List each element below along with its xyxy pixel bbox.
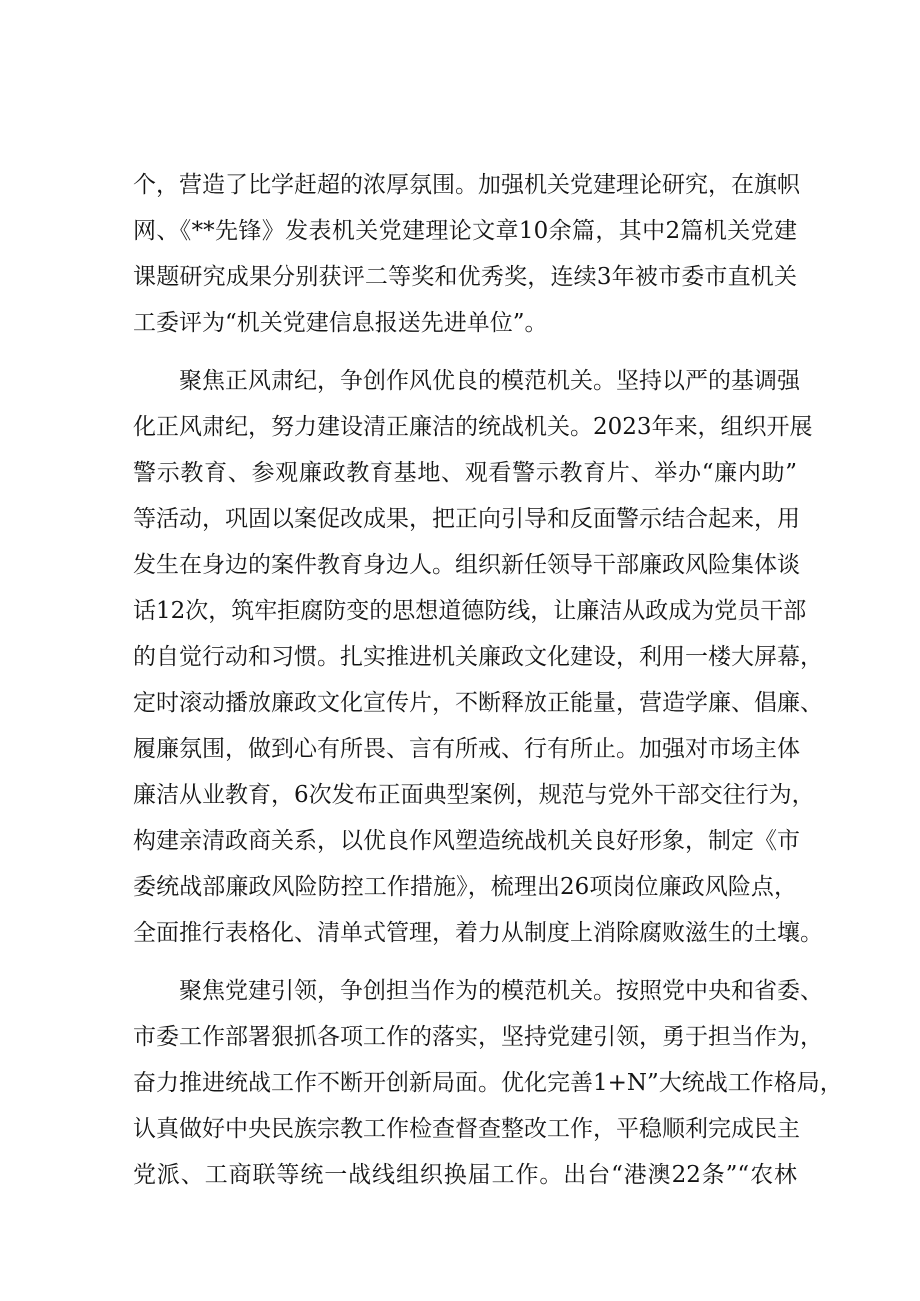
text-line: 话12次，筑牢拒腐防变的思想道德防线，让廉洁从政成为党员干部	[133, 598, 807, 624]
paragraph-spacer	[133, 956, 797, 968]
text-line: 发生在身边的案件教育身边人。组织新任领导干部廉政风险集体谈	[133, 552, 800, 578]
text-line: 聚焦党建引领，争创担当作为的模范机关。按照党中央和省委、	[179, 978, 823, 1004]
text-line: 定时滚动播放廉政文化宣传片，不断释放正能量，营造学廉、倡廉、	[133, 690, 823, 716]
text-line: 奋力推进统战工作不断开创新局面。优化完善1+N”大统战工作格局，	[133, 1070, 843, 1096]
body-text	[133, 162, 843, 1198]
text-line: 履廉氛围，做到心有所畏、言有所戒、行有所止。加强对市场主体	[133, 736, 800, 762]
text-line: 工委评为“机关党建信息报送先进单位”。	[133, 310, 548, 336]
paragraph-spacer	[133, 346, 797, 358]
paragraph-3	[133, 968, 843, 1198]
paragraph-1	[133, 162, 800, 346]
text-line: 警示教育、参观廉政教育基地、观看警示教育片、举办“廉内助”	[133, 460, 797, 486]
text-line: 构建亲清政商关系，以优良作风塑造统战机关良好形象，制定《市	[133, 828, 800, 854]
text-line: 化正风肃纪，努力建设清正廉洁的统战机关。2023年来，组织开展	[133, 414, 813, 440]
text-line: 认真做好中央民族宗教工作检查督查整改工作，平稳顺利完成民主	[133, 1116, 800, 1142]
text-line: 网、《**先锋》发表机关党建理论文章10余篇，其中2篇机关党建	[133, 218, 797, 244]
text-line: 等活动，巩固以案促改成果，把正向引导和反面警示结合起来，用	[133, 506, 800, 532]
paragraph-2	[133, 358, 823, 956]
text-line: 个，营造了比学赶超的浓厚氛围。加强机关党建理论研究，在旗帜	[133, 172, 800, 198]
text-line: 党派、工商联等统一战线组织换届工作。出台“港澳22条”“农林	[133, 1162, 797, 1188]
text-line: 课题研究成果分别获评二等奖和优秀奖，连续3年被市委市直机关	[133, 264, 797, 290]
text-line: 廉洁从业教育，6次发布正面典型案例，规范与党外干部交往行为，	[133, 782, 815, 808]
text-line: 全面推行表格化、清单式管理，着力从制度上消除腐败滋生的土壤。	[133, 920, 823, 946]
text-line: 聚焦正风肃纪，争创作风优良的模范机关。坚持以严的基调强	[179, 368, 800, 394]
text-line: 委统战部廉政风险防控工作措施》，梳理出26项岗位廉政风险点，	[133, 874, 797, 900]
text-line: 市委工作部署狠抓各项工作的落实，坚持党建引领，勇于担当作为，	[133, 1024, 823, 1050]
text-line: 的自觉行动和习惯。扎实推进机关廉政文化建设，利用一楼大屏幕，	[133, 644, 823, 670]
